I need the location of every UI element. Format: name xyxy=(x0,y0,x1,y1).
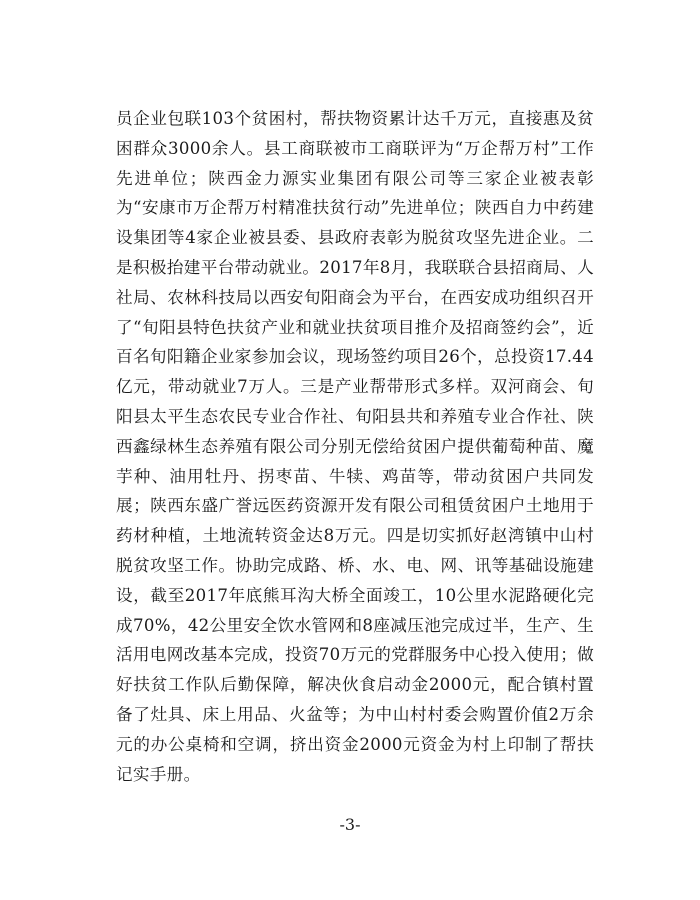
page-number: -3- xyxy=(339,815,361,834)
body-paragraph: 员企业包联103个贫困村，帮扶物资累计达千万元，直接惠及贫困群众3000余人。县工商联被市工商联评为“万企帮万村”工作先进单位；陕西金力源实业集团有限公司等三家企业被表彰为“安康市万企帮万村精准扶贫行动”先进单位；陕西自力中药建设集团等4家企业被县委、县政府表彰为脱贫攻坚先进企业。二是积极抬建平台带动就业。2017年8月，我联联合县招商局、人社局、农林科技局以西安旬阳商会为平台，在西安成功组织召开了“旬阳县特色扶贫产业和就业扶贫项目推介及招商签约会”，近百名旬阳籍企业家参加会议，现场签约项目26个，总投资17.44亿元，带动就业7万人。三是产业帮带形式多样。双河商会、旬阳县太平生态农民专业合作社、旬阳县共和养殖专业合作社、陕西鑫绿林生态养殖有限公司分别无偿给贫困户提供葡萄种苗、魔芋种、油用牡丹、拐枣苗、牛犊、鸡苗等，带动贫困户共同发展；陕西东盛广誉远医药资源开发有限公司租赁贫困户土地用于药材种植，土地流转资金达8万元。四是切实抓好赵湾镇中山村脱贫攻坚工作。协助完成路、桥、水、电、网、讯等基础设施建设，截至2017年底熊耳沟大桥全面竣工，10公里水泥路硬化完成70%，42公里安全饮水管网和8座减压池完成过半，生产、生活用电网改基本完成，投资70万元的党群服务中心投入使用；做好扶贫工作队后勤保障，解决伙食启动金2000元，配合镇村置备了灶具、床上用品、火盆等；为中山村村委会购置价值2万余元的办公桌椅和空调，挤出资金2000元资金为村上印制了帮扶记实手册。 xyxy=(116,109,594,784)
